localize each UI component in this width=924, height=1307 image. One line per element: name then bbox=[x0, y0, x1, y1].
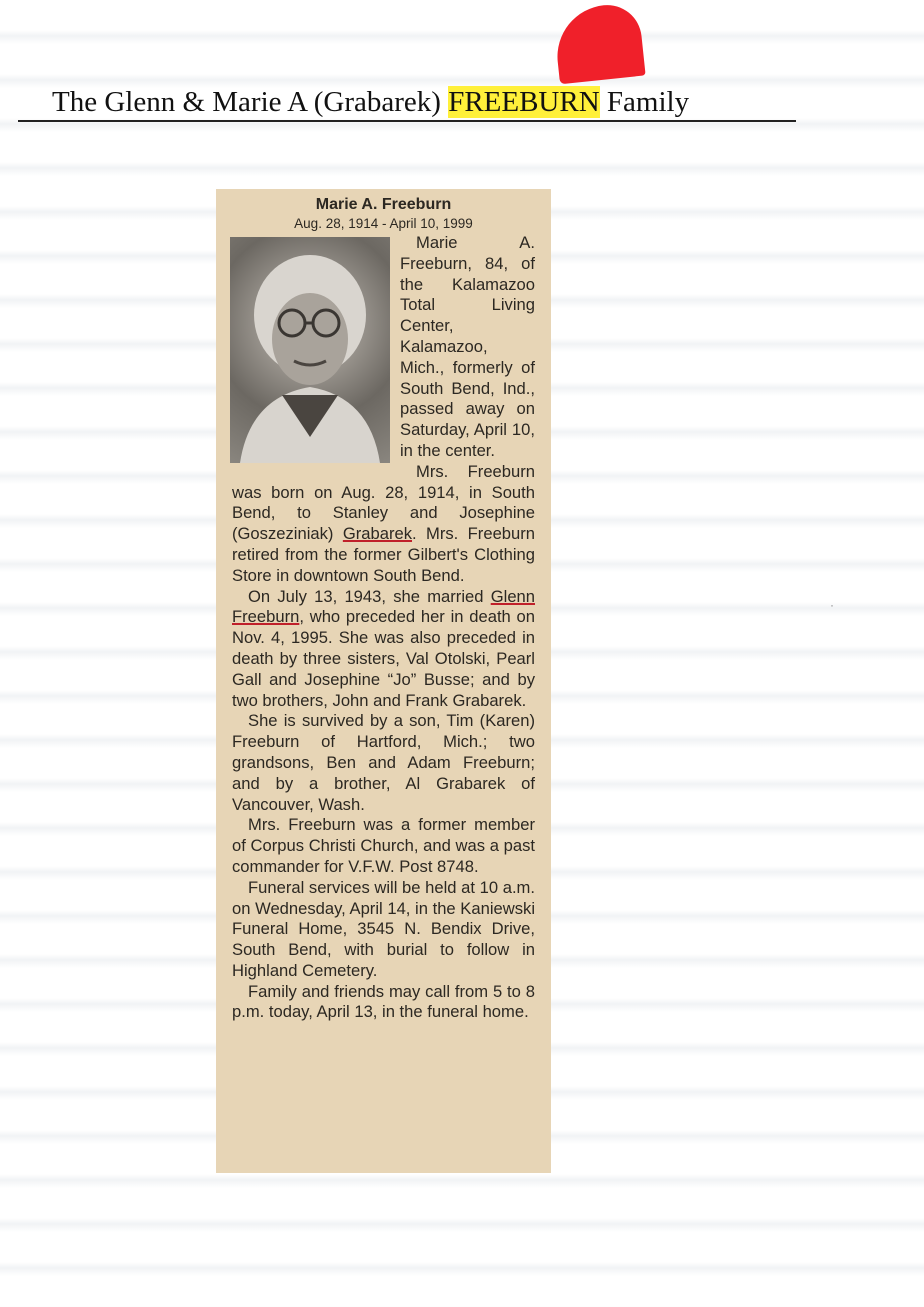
paragraph-3-text-b: , who preceded her in death on Nov. 4, 1995. She was also preceded in death by three sisters, Val Otolski, Pearl Gall and Josephine “Jo” Busse; and by two brothers, John and Frank Grabarek. bbox=[232, 607, 535, 710]
page-title bbox=[18, 84, 796, 122]
obituary-paragraph-2 bbox=[232, 462, 535, 587]
obituary-paragraph-1 bbox=[232, 233, 535, 462]
red-tab-marker bbox=[552, 2, 645, 85]
underlined-grabarek: Grabarek bbox=[342, 524, 413, 544]
obituary-paragraph-5: Mrs. Freeburn was a former member of Corpus Christi Church, and was a past commander for V.F.W. Post 8748. bbox=[232, 815, 535, 876]
title-highlight: FREEBURN bbox=[448, 86, 600, 118]
paragraph-3-text-a: On July 13, 1943, she married bbox=[248, 586, 491, 606]
paragraph-2-text-a: Mrs. Freeburn was born on Aug. 28, 1914, in South Bend, to Stanley and Josephine (Goszeziniak) bbox=[232, 461, 535, 544]
obituary-body bbox=[232, 233, 535, 1023]
paragraph-2-text-b: . Mrs. Freeburn retired from the former Gilbert's Clothing Store in downtown South Bend. bbox=[232, 524, 536, 585]
obituary-clipping bbox=[216, 189, 551, 1173]
obituary-paragraph-3 bbox=[232, 587, 535, 712]
paper-speck: · bbox=[830, 598, 834, 612]
title-prefix: The Glenn & Marie A (Grabarek) bbox=[52, 86, 449, 118]
obituary-paragraph-4: She is survived by a son, Tim (Karen) Freeburn of Hartford, Mich.; two grandsons, Ben and Adam Freeburn; and by a brother, Al Grabarek of Vancouver, Wash. bbox=[232, 711, 535, 814]
underlined-glenn-freeburn: Glenn Freeburn bbox=[232, 586, 535, 627]
obituary-paragraph-7: Family and friends may call from 5 to 8 p.m. today, April 13, in the funeral home. bbox=[232, 981, 535, 1022]
obituary-dates: Aug. 28, 1914 - April 10, 1999 bbox=[294, 216, 473, 231]
paragraph-1-text: Marie A. Freeburn, 84, of the Kalamazoo Total Living Center, Kalamazoo, Mich., formerly of South Bend, Ind., passed away on Saturday, April 10, in the center. bbox=[400, 233, 535, 460]
title-suffix: Family bbox=[599, 86, 690, 118]
portrait-image bbox=[230, 237, 390, 463]
portrait-photo bbox=[230, 237, 390, 463]
obituary-heading: Marie A. Freeburn bbox=[315, 196, 452, 213]
obituary-paragraph-6: Funeral services will be held at 10 a.m. on Wednesday, April 14, in the Kaniewski Funeral Home, 3545 N. Bendix Drive, South Bend, with burial to follow in Highland Cemetery. bbox=[232, 877, 535, 980]
